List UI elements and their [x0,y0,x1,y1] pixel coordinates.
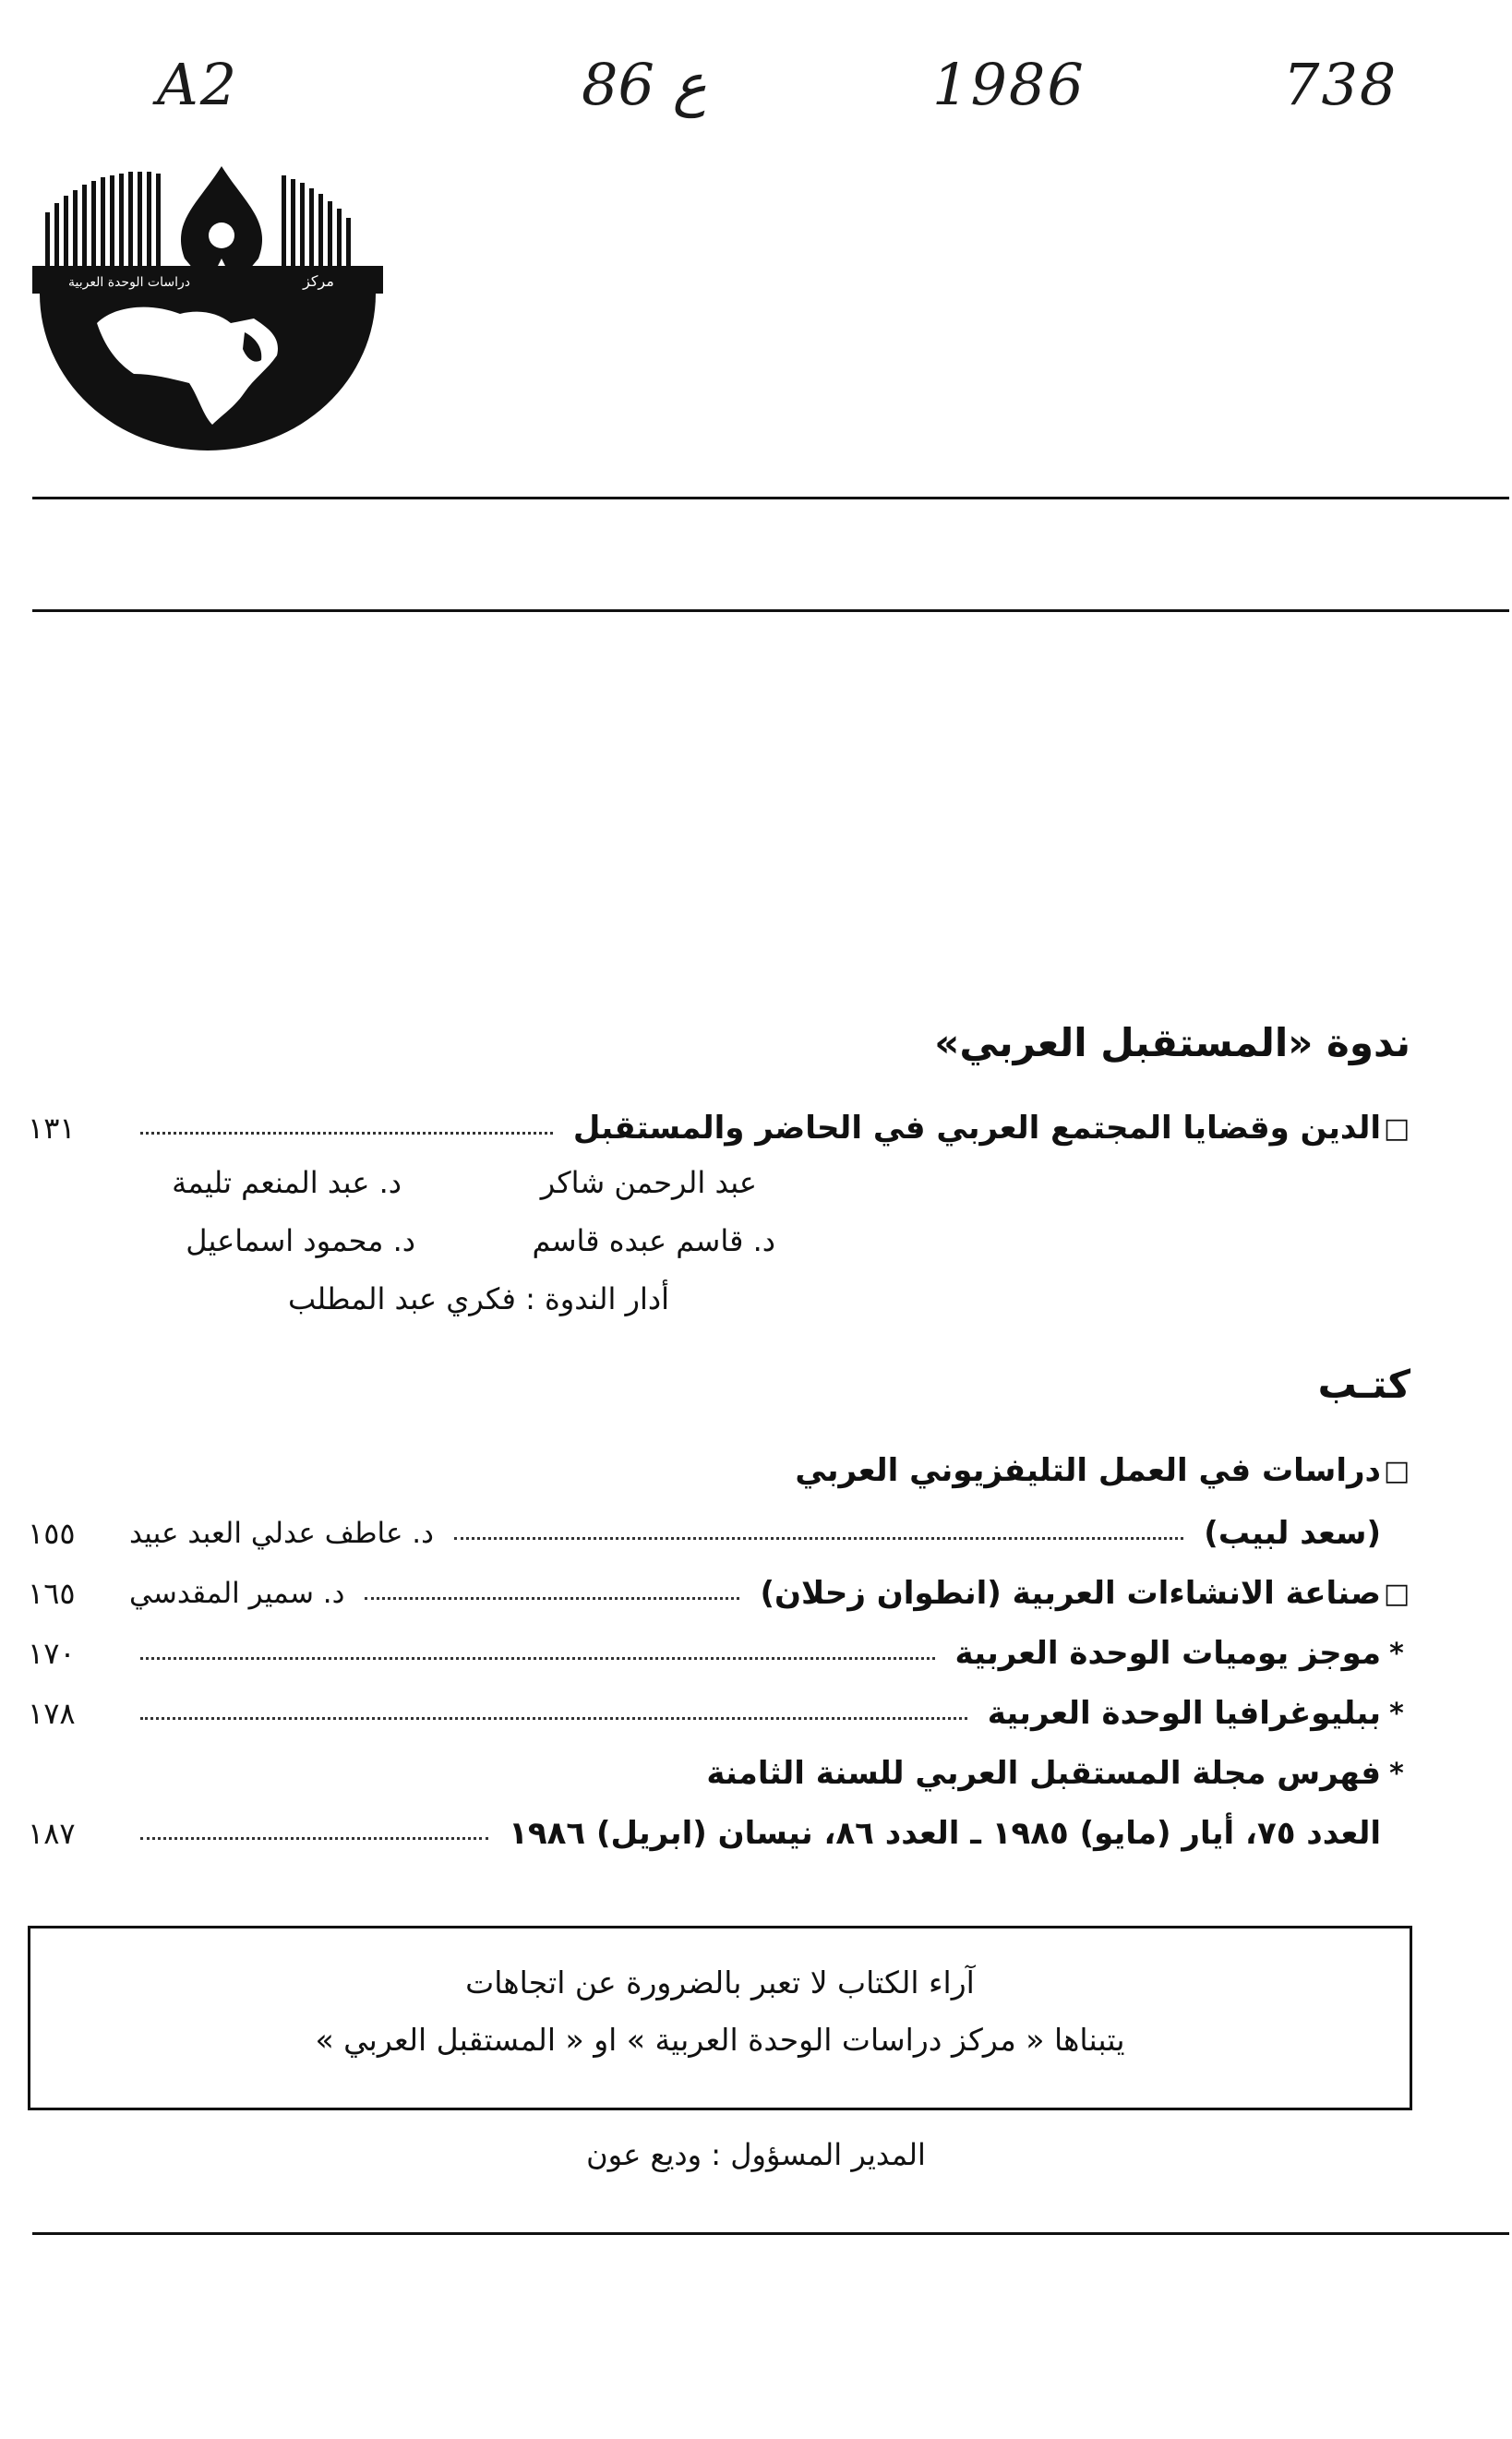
logo-band-text: دراسات الوحدة العربية [68,275,190,290]
toc-entry-symposium [28,1101,1412,1155]
disclaimer-line-1: آراء الكتاب لا تعبر بالضرورة عن اتجاهات [465,1964,975,2000]
logo-top-text: مركز [303,272,334,290]
footer-rule [32,2232,1509,2235]
book-title: دراسات في العمل التليفزيوني العربي [795,1452,1381,1489]
toc-entry-book-2 [28,1567,1412,1620]
handwritten-note-number: 738 [1283,51,1398,118]
toc-entry-book-1 [28,1507,1412,1560]
dot-leader [140,1132,553,1135]
toc-entry-title: فهرس مجلة المستقبل العربي للسنة الثامنة [706,1755,1381,1792]
symposium-heading: ندوة «المستقبل العربي» [934,1020,1410,1065]
toc-entry-bibliography [28,1687,1412,1740]
participant: عبد الرحمن شاكر [540,1165,757,1200]
center-logo-emblem [32,148,383,462]
toc-entry-title: موجز يوميات الوحدة العربية [954,1635,1381,1672]
asterisk-bullet-icon: * [1389,1637,1404,1670]
dot-leader [140,1717,967,1720]
index-range: العدد ٧٥، أيار (مايو) ١٩٨٥ ـ العدد ٨٦، نيسان (ابريل) ١٩٨٦ [509,1815,1381,1852]
participant: د. عبد المنعم تليمة [172,1165,402,1200]
square-bullet-icon: □ [1383,1111,1410,1145]
toc-entry-index [28,1747,1412,1800]
moderator: أدار الندوة : فكري عبد المطلب [287,1281,669,1316]
asterisk-bullet-icon: * [1389,1757,1404,1790]
dot-leader [365,1597,739,1600]
disclaimer-line-2: يتبناها « مركز دراسات الوحدة العربية » او « المستقبل العربي » [315,2022,1125,2058]
header-rule-bottom [32,609,1509,612]
participant: د. محمود اسماعيل [186,1223,415,1258]
participant: د. قاسم عبده قاسم [532,1223,775,1258]
handwritten-note-issue: 86 ع [582,51,707,118]
toc-entry-index-range [28,1807,1412,1860]
page-number: ١٧٠ [28,1636,76,1671]
toc-entry-chronology [28,1627,1412,1680]
square-bullet-icon: □ [1383,1577,1410,1610]
header-rule-top [32,497,1509,499]
toc-entry-title: الدين وقضايا المجتمع العربي في الحاضر والمستقبل [572,1110,1381,1147]
book-title-line [28,1444,1412,1497]
reviewer: د. عاطف عدلي العبد عبيد [129,1517,434,1550]
handwritten-note-a2: A2 [157,51,239,118]
disclaimer-box [28,1926,1412,2110]
books-heading: كتـب [1317,1362,1410,1407]
handwritten-note-year: 1986 [932,51,1086,118]
page-number: ١٧٨ [28,1696,76,1731]
asterisk-bullet-icon: * [1389,1697,1404,1730]
square-bullet-icon: □ [1383,1454,1410,1487]
book-title: صناعة الانشاءات العربية (انطوان زحلان) [760,1575,1381,1612]
page-number: ١٥٥ [28,1516,76,1551]
page-number: ١٣١ [28,1111,76,1146]
reviewer: د. سمير المقدسي [129,1577,345,1610]
book-author: (سعد لبيب) [1204,1515,1381,1552]
dot-leader [454,1537,1183,1540]
page-number: ١٦٥ [28,1576,76,1611]
dot-leader [140,1657,935,1660]
page-number: ١٨٧ [28,1816,76,1851]
dot-leader [140,1837,488,1840]
toc-entry-title: ببليوغرافيا الوحدة العربية [987,1695,1381,1732]
editor-in-charge: المدير المسؤول : وديع عون [586,2137,926,2172]
